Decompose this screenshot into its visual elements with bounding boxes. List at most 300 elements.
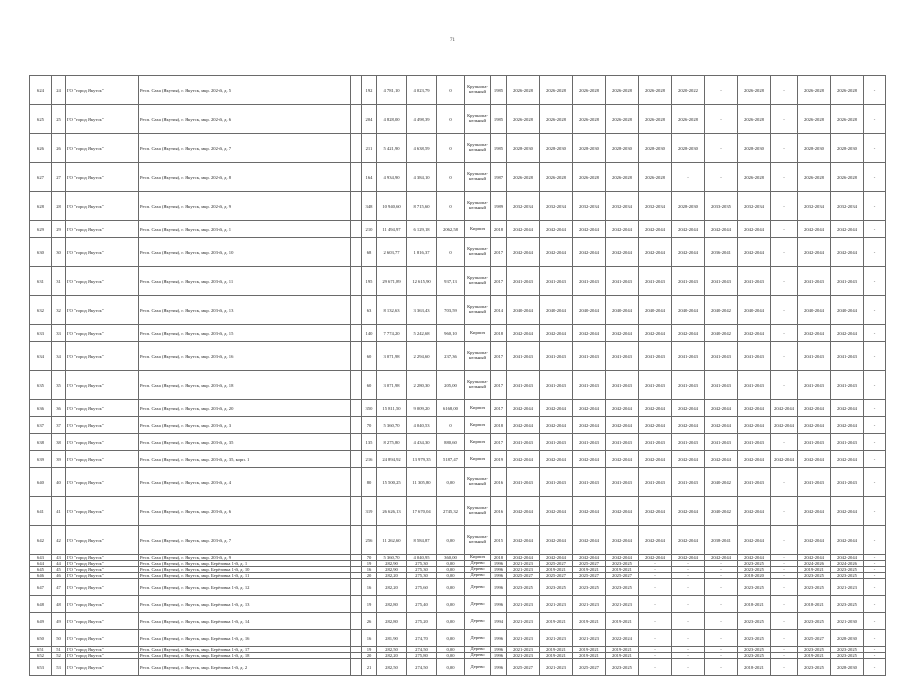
cell-period-basement: 2023-2025 [738,561,771,567]
cell-municipality: ГО "город Якутск" [66,238,139,267]
cell-year-built: 2016 [491,468,507,497]
cell-wall-material: Дерево [465,579,491,596]
cell-period-cold-water: 2026-2028 [606,105,639,134]
cell-period-electricity: 2038-2041 [705,526,738,555]
cell-non-living-area: 0,00 [437,647,465,653]
cell-period-electricity: 2042-2044 [705,417,738,434]
cell-period-facade: 2025-2027 [540,561,573,567]
cell-period-other: - [864,497,886,526]
cell-row-number: 631 [30,267,52,296]
cell-residents: 80 [362,468,377,497]
cell-period-facade: 2026-2028 [540,76,573,105]
cell-period-facade: 2041-2043 [540,434,573,451]
cell-wall-material: Дерево [465,596,491,613]
cell-total-area: 15 500,25 [377,468,407,497]
cell-address: Респ. Саха (Якутия), г. Якутск, мкр. 202-й, д. 8 [139,163,351,192]
cell-period-electricity: - [705,659,738,676]
cell-period-electricity: 2042-2044 [705,221,738,238]
cell-period-roof: 2042-2044 [507,417,540,434]
cell-period-other: - [864,163,886,192]
cell-total-area: 29 671,89 [377,267,407,296]
cell-item-number: 37 [52,417,66,434]
cell-item-number: 42 [52,526,66,555]
cell-period-foundation: 2019-2021 [798,567,831,573]
cell-period-cold-water: 2042-2044 [606,417,639,434]
cell-period-electricity: - [705,630,738,647]
cell-row-number: 650 [30,630,52,647]
cell-period-gas: 2028-2030 [831,630,864,647]
cell-period-heating: 2019-2021 [573,613,606,630]
cell-period-basement: 2023-2025 [738,613,771,630]
cell-period-gas: 2041-2043 [831,342,864,371]
cell-year-built: 1996 [491,630,507,647]
cell-empty-cell [351,613,362,630]
cell-address: Респ. Саха (Якутия), г. Якутск, мкр. 203-й, д. 35 [139,434,351,451]
cell-period-facade: 2026-2028 [540,163,573,192]
cell-period-hot-water: 2042-2044 [639,497,672,526]
cell-living-area: 17 670,04 [407,497,437,526]
cell-period-other: - [864,434,886,451]
table-row [30,417,886,434]
cell-wall-material: Крупнопа-нельный [465,468,491,497]
cell-wall-material: Кирпич [465,555,491,561]
table-row [30,163,886,192]
cell-wall-material: Крупнопа-нельный [465,238,491,267]
cell-period-hot-water: 2042-2044 [639,526,672,555]
cell-item-number: 24 [52,76,66,105]
cell-item-number: 27 [52,163,66,192]
table-row [30,296,886,325]
cell-total-area: 4 828,00 [377,105,407,134]
cell-municipality: ГО "город Якутск" [66,221,139,238]
cell-row-number: 652 [30,653,52,659]
cell-period-hot-water: - [639,659,672,676]
cell-period-foundation: 2041-2043 [798,468,831,497]
cell-period-elevator: - [771,325,798,342]
cell-total-area: 282,90 [377,561,407,567]
cell-period-electricity: - [705,579,738,596]
cell-period-foundation: 2023-2025 [798,647,831,653]
cell-non-living-area: 0,00 [437,613,465,630]
cell-period-heating: 2042-2044 [573,555,606,561]
cell-municipality: ГО "город Якутск" [66,192,139,221]
cell-item-number: 44 [52,561,66,567]
cell-empty-cell [351,434,362,451]
cell-period-roof: 2023-2025 [507,579,540,596]
cell-address: Респ. Саха (Якутия), г. Якутск, мкр. 203-й, д. 18 [139,371,351,400]
cell-period-elevator: 2042-2044 [771,417,798,434]
cell-item-number: 50 [52,630,66,647]
cell-item-number: 47 [52,579,66,596]
cell-period-elevator: - [771,468,798,497]
cell-period-gas: 2042-2044 [831,497,864,526]
cell-period-facade: 2021-2023 [540,659,573,676]
cell-period-roof: 2021-2023 [507,647,540,653]
cell-period-gas: 2023-2025 [831,647,864,653]
cell-period-foundation: 2042-2044 [798,497,831,526]
cell-empty-cell [351,342,362,371]
cell-wall-material: Дерево [465,630,491,647]
cell-wall-material: Дерево [465,613,491,630]
cell-item-number: 41 [52,497,66,526]
cell-period-facade: 2042-2044 [540,221,573,238]
cell-non-living-area: 0,00 [437,526,465,555]
cell-living-area: 275,60 [407,579,437,596]
cell-total-area: 15 811,50 [377,400,407,417]
cell-living-area: 1 816,37 [407,238,437,267]
cell-period-sewerage: 2026-2028 [672,105,705,134]
cell-row-number: 653 [30,659,52,676]
cell-year-built: 1996 [491,647,507,653]
cell-period-gas: 2042-2044 [831,526,864,555]
cell-row-number: 627 [30,163,52,192]
cell-living-area: 13 979,35 [407,451,437,468]
cell-wall-material: Кирпич [465,221,491,238]
cell-period-basement: 2042-2044 [738,526,771,555]
cell-period-gas: 2042-2044 [831,221,864,238]
cell-period-elevator: - [771,613,798,630]
cell-period-electricity: 2040-2042 [705,325,738,342]
cell-living-area: 4 498,39 [407,105,437,134]
cell-row-number: 636 [30,400,52,417]
cell-period-facade: 2042-2044 [540,451,573,468]
cell-municipality: ГО "город Якутск" [66,647,139,653]
cell-address: Респ. Саха (Якутия), г. Якутск, мкр. Берёзовка 1-й, д. 1 [139,561,351,567]
cell-period-sewerage: - [672,659,705,676]
cell-total-area: 281,90 [377,630,407,647]
cell-year-built: 1994 [491,613,507,630]
cell-period-electricity: 2040-2042 [705,296,738,325]
cell-period-roof: 2042-2044 [507,400,540,417]
cell-period-sewerage: - [672,613,705,630]
cell-period-gas: 2041-2043 [831,371,864,400]
cell-period-cold-water: 2026-2028 [606,76,639,105]
cell-living-area: 8 715,60 [407,192,437,221]
cell-period-basement: 2041-2043 [738,371,771,400]
cell-period-foundation: 2023-2025 [798,659,831,676]
cell-year-built: 1987 [491,163,507,192]
cell-period-hot-water: - [639,613,672,630]
cell-period-electricity: - [705,567,738,573]
cell-period-facade: 2019-2021 [540,567,573,573]
cell-row-number: 644 [30,561,52,567]
cell-period-gas: 2041-2043 [831,434,864,451]
cell-period-roof: 2040-2044 [507,296,540,325]
cell-period-elevator: - [771,192,798,221]
cell-period-sewerage: 2040-2044 [672,296,705,325]
cell-period-other: - [864,417,886,434]
table-row [30,596,886,613]
cell-address: Респ. Саха (Якутия), г. Якутск, мкр. 203-й, д. 11 [139,267,351,296]
cell-empty-cell [351,76,362,105]
cell-period-other: - [864,192,886,221]
cell-period-elevator: - [771,561,798,567]
cell-item-number: 26 [52,134,66,163]
cell-period-elevator: - [771,434,798,451]
cell-period-foundation: 2026-2028 [798,163,831,192]
cell-row-number: 651 [30,647,52,653]
cell-period-cold-water: 2026-2028 [606,163,639,192]
cell-period-sewerage: 2042-2044 [672,238,705,267]
cell-address: Респ. Саха (Якутия), г. Якутск, мкр. 203-й, д. 3 [139,417,351,434]
cell-wall-material: Крупнопа-нельный [465,526,491,555]
cell-living-area: 2 294,60 [407,342,437,371]
cell-period-heating: 2028-2030 [573,134,606,163]
cell-period-heating: 2041-2043 [573,371,606,400]
cell-year-built: 1996 [491,596,507,613]
cell-period-basement: 2018-2021 [738,659,771,676]
cell-period-facade: 2019-2021 [540,613,573,630]
cell-total-area: 24 894,92 [377,451,407,468]
cell-living-area: 274,70 [407,630,437,647]
cell-period-foundation: 2042-2044 [798,555,831,561]
cell-period-gas: 2024-2026 [831,561,864,567]
cell-period-heating: 2019-2021 [573,653,606,659]
cell-period-electricity: 2041-2043 [705,342,738,371]
cell-total-area: 11 494,97 [377,221,407,238]
cell-living-area: 4 434,30 [407,434,437,451]
cell-period-heating: 2042-2044 [573,238,606,267]
cell-period-roof: 2021-2023 [507,630,540,647]
cell-period-foundation: 2041-2043 [798,371,831,400]
cell-period-sewerage: 2042-2044 [672,497,705,526]
cell-period-electricity: - [705,647,738,653]
cell-period-hot-water: - [639,647,672,653]
cell-address: Респ. Саха (Якутия), г. Якутск, мкр. 203-й, д. 35, корп. 1 [139,451,351,468]
cell-total-area: 5 360,70 [377,417,407,434]
cell-address: Респ. Саха (Якутия), г. Якутск, мкр. Берёзовка 1-й, д. 14 [139,613,351,630]
cell-residents: 210 [362,221,377,238]
cell-period-cold-water: 2019-2021 [606,647,639,653]
cell-period-heating: 2019-2021 [573,567,606,573]
table-row [30,238,886,267]
cell-period-electricity: 2041-2043 [705,434,738,451]
cell-residents: 60 [362,371,377,400]
cell-row-number: 634 [30,342,52,371]
cell-address: Респ. Саха (Якутия), г. Якутск, мкр. 202-й, д. 9 [139,192,351,221]
cell-residents: 20 [362,653,377,659]
cell-period-basement: 2041-2043 [738,267,771,296]
cell-period-facade: 2021-2023 [540,596,573,613]
cell-item-number: 52 [52,653,66,659]
cell-municipality: ГО "город Якутск" [66,613,139,630]
cell-item-number: 38 [52,434,66,451]
cell-period-cold-water: 2019-2021 [606,567,639,573]
cell-period-hot-water: 2042-2044 [639,238,672,267]
cell-period-basement: 2026-2028 [738,76,771,105]
cell-year-built: 2018 [491,417,507,434]
cell-period-roof: 2026-2028 [507,163,540,192]
cell-period-roof: 2021-2023 [507,613,540,630]
cell-period-facade: 2042-2044 [540,400,573,417]
cell-living-area: 3 363,43 [407,296,437,325]
cell-item-number: 53 [52,659,66,676]
cell-period-electricity: 2040-2042 [705,497,738,526]
cell-total-area: 5 421,90 [377,134,407,163]
cell-period-elevator: - [771,659,798,676]
cell-period-sewerage: 2042-2044 [672,325,705,342]
cell-period-gas: 2021-2023 [831,579,864,596]
cell-non-living-area: 937,13 [437,267,465,296]
cell-period-heating: 2042-2044 [573,400,606,417]
cell-year-built: 2017 [491,238,507,267]
cell-empty-cell [351,596,362,613]
cell-period-basement: 2042-2044 [738,451,771,468]
cell-period-roof: 2042-2044 [507,526,540,555]
cell-living-area: 12 615,90 [407,267,437,296]
cell-period-basement: 2042-2044 [738,417,771,434]
cell-period-roof: 2041-2043 [507,434,540,451]
cell-non-living-area: 0 [437,105,465,134]
cell-period-roof: 2025-2027 [507,659,540,676]
cell-period-sewerage: 2042-2044 [672,221,705,238]
cell-wall-material: Крупнопа-нельный [465,296,491,325]
cell-period-electricity: - [705,561,738,567]
cell-year-built: 1996 [491,659,507,676]
cell-period-cold-water: 2041-2043 [606,468,639,497]
cell-period-sewerage: 2041-2043 [672,342,705,371]
cell-period-other: - [864,371,886,400]
cell-period-heating: 2019-2021 [573,647,606,653]
cell-row-number: 639 [30,451,52,468]
cell-period-gas: 2040-2044 [831,296,864,325]
table-row [30,400,886,417]
cell-period-elevator: - [771,134,798,163]
cell-period-roof: 2028-2030 [507,134,540,163]
cell-period-cold-water: 2019-2021 [606,613,639,630]
cell-period-elevator: 2042-2044 [771,400,798,417]
cell-empty-cell [351,267,362,296]
cell-period-cold-water: 2040-2044 [606,296,639,325]
cell-living-area: 275,30 [407,567,437,573]
cell-period-other: - [864,555,886,561]
cell-non-living-area: 960,10 [437,325,465,342]
cell-period-sewerage: - [672,163,705,192]
cell-row-number: 628 [30,192,52,221]
cell-total-area: 282,90 [377,567,407,573]
cell-period-sewerage: 2042-2044 [672,555,705,561]
cell-period-other: - [864,238,886,267]
cell-municipality: ГО "город Якутск" [66,497,139,526]
cell-municipality: ГО "город Якутск" [66,659,139,676]
cell-period-foundation: 2042-2044 [798,400,831,417]
cell-period-hot-water: 2032-2034 [639,192,672,221]
cell-period-other: - [864,630,886,647]
cell-period-facade: 2032-2034 [540,192,573,221]
cell-period-heating: 2041-2043 [573,468,606,497]
cell-municipality: ГО "город Якутск" [66,468,139,497]
cell-period-other: - [864,451,886,468]
cell-period-sewerage: 2041-2043 [672,371,705,400]
cell-period-sewerage: 2042-2044 [672,417,705,434]
cell-empty-cell [351,630,362,647]
table-row [30,613,886,630]
cell-period-electricity: 2041-2043 [705,267,738,296]
cell-period-other: - [864,296,886,325]
cell-municipality: ГО "город Якутск" [66,105,139,134]
cell-address: Респ. Саха (Якутия), г. Якутск, мкр. 203-й, д. 16 [139,342,351,371]
cell-period-cold-water: 2019-2021 [606,653,639,659]
cell-municipality: ГО "город Якутск" [66,371,139,400]
cell-period-roof: 2026-2028 [507,76,540,105]
table-row [30,76,886,105]
cell-period-basement: 2042-2044 [738,238,771,267]
cell-total-area: 4 934,90 [377,163,407,192]
table-row [30,221,886,238]
cell-period-basement: 2023-2025 [738,630,771,647]
cell-residents: 70 [362,555,377,561]
cell-period-other: - [864,613,886,630]
cell-wall-material: Крупнопа-нельный [465,134,491,163]
cell-period-other: - [864,325,886,342]
cell-total-area: 8 132,63 [377,296,407,325]
cell-period-elevator: - [771,579,798,596]
cell-total-area: 10 940,60 [377,192,407,221]
cell-period-electricity: 2042-2044 [705,451,738,468]
cell-item-number: 48 [52,596,66,613]
cell-non-living-area: 0 [437,192,465,221]
cell-period-foundation: 2042-2044 [798,325,831,342]
cell-municipality: ГО "город Якутск" [66,434,139,451]
cell-period-other: - [864,526,886,555]
cell-period-elevator: - [771,497,798,526]
cell-municipality: ГО "город Якутск" [66,296,139,325]
cell-period-foundation: 2028-2030 [798,134,831,163]
cell-period-elevator: - [771,573,798,579]
cell-item-number: 49 [52,613,66,630]
cell-period-facade: 2041-2043 [540,468,573,497]
cell-row-number: 648 [30,596,52,613]
cell-period-foundation: 2024-2026 [798,561,831,567]
cell-period-electricity: 2036-2041 [705,238,738,267]
cell-period-heating: 2023-2025 [573,579,606,596]
cell-wall-material: Дерево [465,647,491,653]
cell-non-living-area: 0,00 [437,468,465,497]
cell-address: Респ. Саха (Якутия), г. Якутск, мкр. Берёзовка 1-й, д. 12 [139,579,351,596]
cell-year-built: 2018 [491,325,507,342]
cell-period-roof: 2041-2043 [507,267,540,296]
cell-municipality: ГО "город Якутск" [66,163,139,192]
cell-item-number: 28 [52,192,66,221]
cell-municipality: ГО "город Якутск" [66,451,139,468]
cell-address: Респ. Саха (Якутия), г. Якутск, мкр. Берёзовка 1-й, д. 17 [139,647,351,653]
cell-year-built: 2019 [491,451,507,468]
cell-year-built: 2017 [491,371,507,400]
cell-period-basement: 2041-2043 [738,342,771,371]
cell-address: Респ. Саха (Якутия), г. Якутск, мкр. 202-й, д. 5 [139,76,351,105]
cell-period-hot-water: 2026-2028 [639,105,672,134]
cell-period-hot-water: - [639,630,672,647]
cell-municipality: ГО "город Якутск" [66,76,139,105]
cell-municipality: ГО "город Якутск" [66,573,139,579]
cell-row-number: 641 [30,497,52,526]
cell-period-other: - [864,573,886,579]
cell-period-roof: 2021-2023 [507,567,540,573]
cell-wall-material: Дерево [465,573,491,579]
cell-non-living-area: 0,00 [437,659,465,676]
cell-row-number: 635 [30,371,52,400]
cell-total-area: 282,80 [377,613,407,630]
cell-period-other: - [864,579,886,596]
cell-period-foundation: 2019-2021 [798,653,831,659]
cell-empty-cell [351,497,362,526]
cell-total-area: 8 275,80 [377,434,407,451]
cell-period-electricity: 2042-2044 [705,400,738,417]
cell-period-cold-water: 2041-2043 [606,342,639,371]
cell-item-number: 39 [52,451,66,468]
cell-period-sewerage: - [672,561,705,567]
cell-address: Респ. Саха (Якутия), г. Якутск, мкр. 203-й, д. 10 [139,238,351,267]
